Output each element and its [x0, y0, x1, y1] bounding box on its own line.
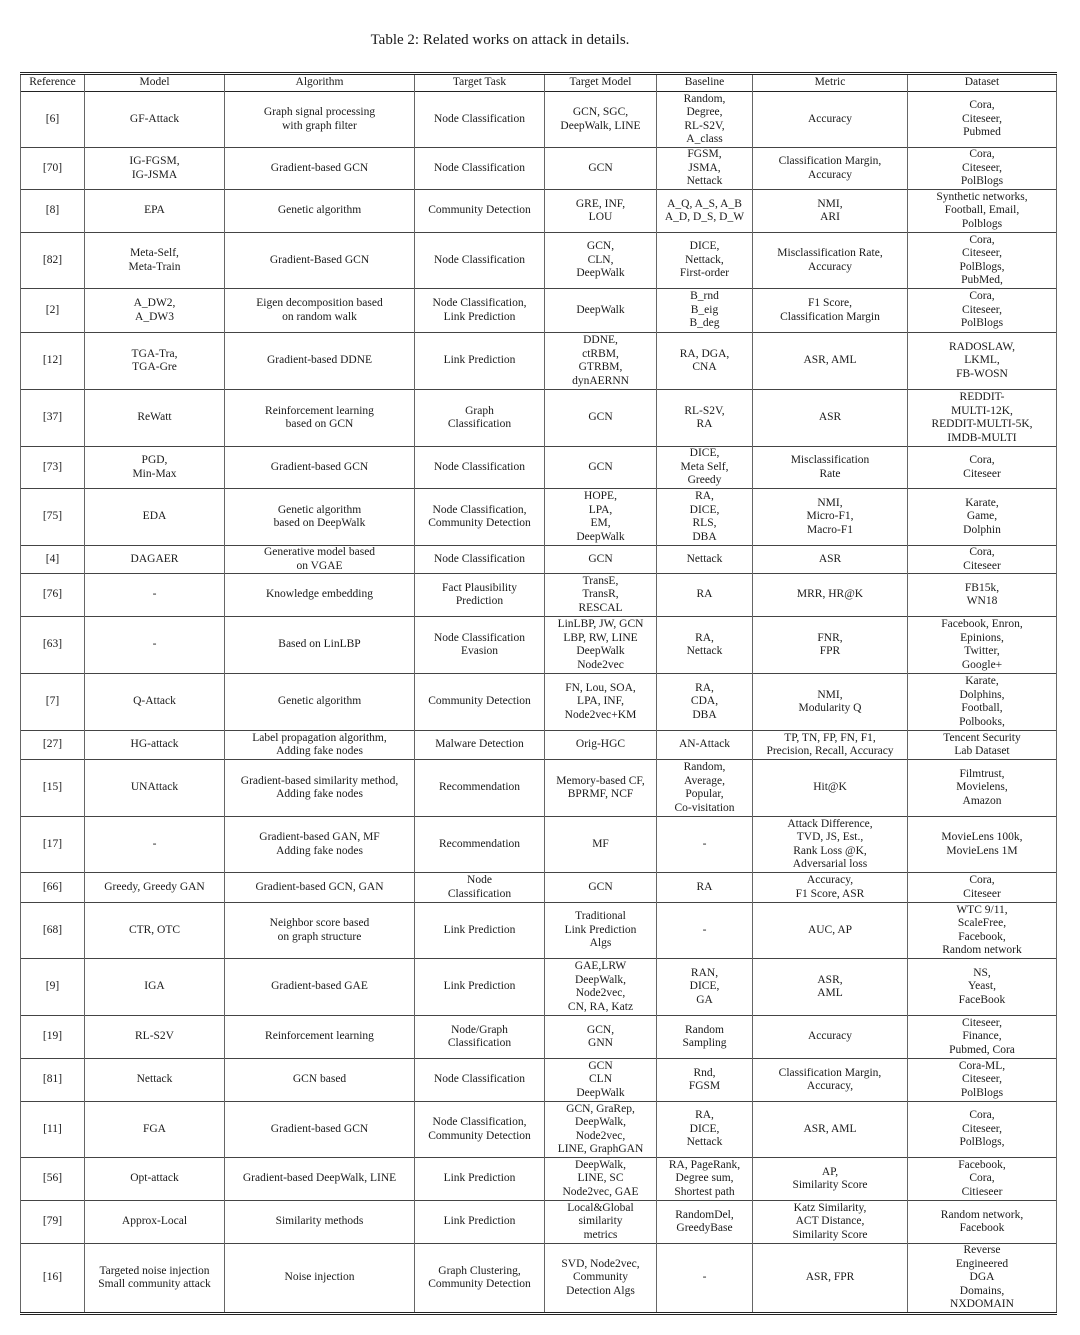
table-row — [21, 390, 1057, 447]
table-row — [21, 1244, 1057, 1314]
cell-target-model: GCN — [545, 447, 657, 489]
cell-target-task: Node/Graph Classification — [415, 1016, 545, 1059]
cell-target-model: SVD, Node2vec, Community Detection Algs — [545, 1244, 657, 1314]
cell-reference: [75] — [21, 489, 85, 546]
cell-algorithm: Noise injection — [225, 1244, 415, 1314]
table-row — [21, 731, 1057, 760]
cell-metric: Accuracy, F1 Score, ASR — [753, 873, 908, 903]
cell-dataset: Facebook, Cora, Citieseer — [908, 1158, 1057, 1201]
cell-metric: NMI, Micro-F1, Macro-F1 — [753, 489, 908, 546]
cell-baseline: - — [657, 817, 753, 873]
cell-algorithm: Gradient-based GCN — [225, 148, 415, 190]
cell-model: IG-FGSM, IG-JSMA — [85, 148, 225, 190]
cell-metric: AUC, AP — [753, 903, 908, 959]
cell-baseline: - — [657, 1244, 753, 1314]
cell-reference: [2] — [21, 289, 85, 333]
cell-target-task: Malware Detection — [415, 731, 545, 760]
cell-target-model: GCN — [545, 873, 657, 903]
cell-dataset: Tencent Security Lab Dataset — [908, 731, 1057, 760]
cell-model: RL-S2V — [85, 1016, 225, 1059]
cell-model: UNAttack — [85, 760, 225, 817]
table-row — [21, 1016, 1057, 1059]
cell-metric: Katz Similarity, ACT Distance, Similarity Score — [753, 1201, 908, 1244]
cell-model: Meta-Self, Meta-Train — [85, 233, 225, 289]
cell-metric: Classification Margin, Accuracy, — [753, 1059, 908, 1102]
cell-model: - — [85, 617, 225, 674]
cell-target-task: Link Prediction — [415, 1158, 545, 1201]
cell-metric: ASR, AML — [753, 1102, 908, 1158]
cell-model: CTR, OTC — [85, 903, 225, 959]
table-row — [21, 289, 1057, 333]
cell-metric: Misclassification Rate — [753, 447, 908, 489]
table-row — [21, 233, 1057, 289]
table-row — [21, 1059, 1057, 1102]
cell-reference: [70] — [21, 148, 85, 190]
table-row — [21, 148, 1057, 190]
cell-algorithm: Genetic algorithm — [225, 190, 415, 233]
cell-dataset: Cora, Citeseer, PolBlogs — [908, 289, 1057, 333]
cell-metric: MRR, HR@K — [753, 574, 908, 617]
table-row — [21, 546, 1057, 574]
header-metric: Metric — [753, 74, 908, 92]
cell-target-model: DDNE, ctRBM, GTRBM, dynAERNN — [545, 333, 657, 390]
cell-algorithm: Knowledge embedding — [225, 574, 415, 617]
cell-dataset: Cora, Citeseer — [908, 447, 1057, 489]
cell-baseline: Random, Degree, RL-S2V, A_class — [657, 92, 753, 148]
cell-dataset: RADOSLAW, LKML, FB-WOSN — [908, 333, 1057, 390]
header-model: Model — [85, 74, 225, 92]
cell-reference: [76] — [21, 574, 85, 617]
cell-baseline: RandomDel, GreedyBase — [657, 1201, 753, 1244]
cell-metric: ASR, FPR — [753, 1244, 908, 1314]
table-row — [21, 873, 1057, 903]
cell-baseline: RA, CDA, DBA — [657, 674, 753, 731]
table-row — [21, 1158, 1057, 1201]
cell-dataset: NS, Yeast, FaceBook — [908, 959, 1057, 1016]
cell-reference: [79] — [21, 1201, 85, 1244]
cell-baseline: AN-Attack — [657, 731, 753, 760]
cell-target-model: GCN, SGC, DeepWalk, LINE — [545, 92, 657, 148]
cell-target-model: DeepWalk — [545, 289, 657, 333]
cell-target-model: GRE, INF, LOU — [545, 190, 657, 233]
cell-baseline: RA, PageRank, Degree sum, Shortest path — [657, 1158, 753, 1201]
cell-model: - — [85, 574, 225, 617]
cell-target-model: MF — [545, 817, 657, 873]
table-row — [21, 817, 1057, 873]
cell-algorithm: Gradient-based DDNE — [225, 333, 415, 390]
cell-target-task: Community Detection — [415, 190, 545, 233]
cell-target-task: Link Prediction — [415, 333, 545, 390]
cell-algorithm: Gradient-based GAN, MF Adding fake nodes — [225, 817, 415, 873]
cell-target-model: GCN CLN DeepWalk — [545, 1059, 657, 1102]
cell-reference: [16] — [21, 1244, 85, 1314]
cell-model: EPA — [85, 190, 225, 233]
cell-model: ReWatt — [85, 390, 225, 447]
cell-reference: [17] — [21, 817, 85, 873]
cell-baseline: FGSM, JSMA, Nettack — [657, 148, 753, 190]
cell-algorithm: Reinforcement learning based on GCN — [225, 390, 415, 447]
cell-algorithm: Gradient-based GCN — [225, 1102, 415, 1158]
cell-target-task: Node Classification — [415, 546, 545, 574]
cell-reference: [11] — [21, 1102, 85, 1158]
cell-baseline: B_rnd B_eig B_deg — [657, 289, 753, 333]
table-row — [21, 489, 1057, 546]
header-algorithm: Algorithm — [225, 74, 415, 92]
cell-model: Targeted noise injection Small community attack — [85, 1244, 225, 1314]
cell-algorithm: Similarity methods — [225, 1201, 415, 1244]
cell-reference: [37] — [21, 390, 85, 447]
table-row — [21, 674, 1057, 731]
cell-dataset: WTC 9/11, ScaleFree, Facebook, Random network — [908, 903, 1057, 959]
header-target-model: Target Model — [545, 74, 657, 92]
cell-metric: Attack Difference, TVD, JS, Est., Rank Loss @K, Adversarial loss — [753, 817, 908, 873]
cell-baseline: RA, DICE, Nettack — [657, 1102, 753, 1158]
table-row — [21, 1102, 1057, 1158]
cell-baseline: Nettack — [657, 546, 753, 574]
cell-reference: [63] — [21, 617, 85, 674]
table-row — [21, 959, 1057, 1016]
cell-baseline: Random, Average, Popular, Co-visitation — [657, 760, 753, 817]
cell-dataset: Synthetic networks, Football, Email, Polblogs — [908, 190, 1057, 233]
cell-baseline: Rnd, FGSM — [657, 1059, 753, 1102]
cell-target-model: HOPE, LPA, EM, DeepWalk — [545, 489, 657, 546]
cell-reference: [4] — [21, 546, 85, 574]
cell-metric: Hit@K — [753, 760, 908, 817]
cell-algorithm: GCN based — [225, 1059, 415, 1102]
cell-target-model: GCN — [545, 390, 657, 447]
cell-metric: TP, TN, FP, FN, F1, Precision, Recall, Accuracy — [753, 731, 908, 760]
cell-algorithm: Graph signal processing with graph filter — [225, 92, 415, 148]
cell-target-task: Node Classification — [415, 92, 545, 148]
cell-metric: Accuracy — [753, 92, 908, 148]
cell-reference: [81] — [21, 1059, 85, 1102]
cell-dataset: Karate, Dolphins, Football, Polbooks, — [908, 674, 1057, 731]
cell-dataset: Cora, Citeseer — [908, 873, 1057, 903]
cell-target-task: Node Classification — [415, 1059, 545, 1102]
cell-dataset: Karate, Game, Dolphin — [908, 489, 1057, 546]
cell-baseline: A_Q, A_S, A_B A_D, D_S, D_W — [657, 190, 753, 233]
cell-model: Opt-attack — [85, 1158, 225, 1201]
cell-target-model: GCN — [545, 148, 657, 190]
cell-model: GF-Attack — [85, 92, 225, 148]
cell-model: Approx-Local — [85, 1201, 225, 1244]
cell-dataset: Reverse Engineered DGA Domains, NXDOMAIN — [908, 1244, 1057, 1314]
cell-metric: Misclassification Rate, Accuracy — [753, 233, 908, 289]
cell-target-model: FN, Lou, SOA, LPA, INF, Node2vec+KM — [545, 674, 657, 731]
cell-algorithm: Label propagation algorithm, Adding fake nodes — [225, 731, 415, 760]
cell-reference: [12] — [21, 333, 85, 390]
cell-reference: [9] — [21, 959, 85, 1016]
cell-algorithm: Gradient-Based GCN — [225, 233, 415, 289]
table-row — [21, 190, 1057, 233]
table-row — [21, 760, 1057, 817]
cell-target-model: GCN, CLN, DeepWalk — [545, 233, 657, 289]
cell-model: Q-Attack — [85, 674, 225, 731]
cell-model: A_DW2, A_DW3 — [85, 289, 225, 333]
cell-reference: [8] — [21, 190, 85, 233]
cell-reference: [27] — [21, 731, 85, 760]
cell-target-task: Link Prediction — [415, 1201, 545, 1244]
cell-target-task: Node Classification, Community Detection — [415, 489, 545, 546]
cell-baseline: RA — [657, 574, 753, 617]
table-row — [21, 447, 1057, 489]
cell-target-model: GCN — [545, 546, 657, 574]
cell-dataset: FB15k, WN18 — [908, 574, 1057, 617]
cell-algorithm: Gradient-based GCN — [225, 447, 415, 489]
cell-target-model: Memory-based CF, BPRMF, NCF — [545, 760, 657, 817]
cell-model: PGD, Min-Max — [85, 447, 225, 489]
cell-metric: ASR, AML — [753, 959, 908, 1016]
related-works-table — [20, 72, 1057, 1315]
cell-target-task: Recommendation — [415, 760, 545, 817]
cell-baseline: RAN, DICE, GA — [657, 959, 753, 1016]
cell-metric: ASR — [753, 390, 908, 447]
cell-algorithm: Gradient-based DeepWalk, LINE — [225, 1158, 415, 1201]
cell-baseline: Random Sampling — [657, 1016, 753, 1059]
cell-model: DAGAER — [85, 546, 225, 574]
cell-model: - — [85, 817, 225, 873]
table-caption: Table 2: Related works on attack in details. — [370, 32, 630, 48]
cell-target-task: Node Classification Evasion — [415, 617, 545, 674]
cell-target-model: GCN, GNN — [545, 1016, 657, 1059]
cell-target-model: DeepWalk, LINE, SC Node2vec, GAE — [545, 1158, 657, 1201]
cell-metric: ASR — [753, 546, 908, 574]
cell-target-model: GCN, GraRep, DeepWalk, Node2vec, LINE, GraphGAN — [545, 1102, 657, 1158]
cell-reference: [73] — [21, 447, 85, 489]
cell-dataset: Cora, Citeseer, PolBlogs, — [908, 1102, 1057, 1158]
table-row — [21, 574, 1057, 617]
cell-algorithm: Based on LinLBP — [225, 617, 415, 674]
cell-metric: Classification Margin, Accuracy — [753, 148, 908, 190]
cell-target-model: GAE,LRW DeepWalk, Node2vec, CN, RA, Katz — [545, 959, 657, 1016]
cell-metric: AP, Similarity Score — [753, 1158, 908, 1201]
cell-algorithm: Generative model based on VGAE — [225, 546, 415, 574]
cell-baseline: DICE, Meta Self, Greedy — [657, 447, 753, 489]
cell-reference: [7] — [21, 674, 85, 731]
cell-dataset: Cora, Citeseer, PolBlogs, PubMed, — [908, 233, 1057, 289]
cell-dataset: Cora-ML, Citeseer, PolBlogs — [908, 1059, 1057, 1102]
cell-algorithm: Eigen decomposition based on random walk — [225, 289, 415, 333]
cell-target-task: Recommendation — [415, 817, 545, 873]
table-row — [21, 92, 1057, 148]
cell-target-task: Link Prediction — [415, 959, 545, 1016]
cell-model: TGA-Tra, TGA-Gre — [85, 333, 225, 390]
cell-target-model: Local&Global similarity metrics — [545, 1201, 657, 1244]
cell-metric: FNR, FPR — [753, 617, 908, 674]
cell-baseline: RL-S2V, RA — [657, 390, 753, 447]
cell-baseline: - — [657, 903, 753, 959]
cell-reference: [19] — [21, 1016, 85, 1059]
table-header-row — [21, 74, 1057, 92]
cell-metric: NMI, Modularity Q — [753, 674, 908, 731]
cell-model: Nettack — [85, 1059, 225, 1102]
header-baseline: Baseline — [657, 74, 753, 92]
table-body — [21, 92, 1057, 1314]
cell-target-task: Node Classification, Community Detection — [415, 1102, 545, 1158]
cell-algorithm: Gradient-based GAE — [225, 959, 415, 1016]
cell-reference: [6] — [21, 92, 85, 148]
cell-metric: Accuracy — [753, 1016, 908, 1059]
cell-target-task: Node Classification — [415, 447, 545, 489]
cell-dataset: MovieLens 100k, MovieLens 1M — [908, 817, 1057, 873]
cell-model: HG-attack — [85, 731, 225, 760]
header-target-task: Target Task — [415, 74, 545, 92]
cell-reference: [68] — [21, 903, 85, 959]
cell-dataset: Facebook, Enron, Epinions, Twitter, Google+ — [908, 617, 1057, 674]
cell-target-task: Node Classification — [415, 148, 545, 190]
cell-dataset: Cora, Citeseer, PolBlogs — [908, 148, 1057, 190]
cell-baseline: RA — [657, 873, 753, 903]
cell-dataset: Filmtrust, Movielens, Amazon — [908, 760, 1057, 817]
cell-reference: [66] — [21, 873, 85, 903]
cell-model: EDA — [85, 489, 225, 546]
cell-baseline: RA, Nettack — [657, 617, 753, 674]
cell-model: FGA — [85, 1102, 225, 1158]
cell-metric: ASR, AML — [753, 333, 908, 390]
table-row — [21, 903, 1057, 959]
cell-algorithm: Genetic algorithm — [225, 674, 415, 731]
cell-algorithm: Reinforcement learning — [225, 1016, 415, 1059]
cell-target-model: Orig-HGC — [545, 731, 657, 760]
cell-model: Greedy, Greedy GAN — [85, 873, 225, 903]
cell-metric: F1 Score, Classification Margin — [753, 289, 908, 333]
cell-target-task: Node Classification — [415, 233, 545, 289]
cell-model: IGA — [85, 959, 225, 1016]
cell-dataset: Cora, Citeseer, Pubmed — [908, 92, 1057, 148]
cell-dataset: Citeseer, Finance, Pubmed, Cora — [908, 1016, 1057, 1059]
table-row — [21, 333, 1057, 390]
cell-algorithm: Gradient-based similarity method, Adding fake nodes — [225, 760, 415, 817]
cell-reference: [15] — [21, 760, 85, 817]
cell-metric: NMI, ARI — [753, 190, 908, 233]
table-row — [21, 617, 1057, 674]
cell-dataset: REDDIT- MULTI-12K, REDDIT-MULTI-5K, IMDB-MULTI — [908, 390, 1057, 447]
cell-algorithm: Gradient-based GCN, GAN — [225, 873, 415, 903]
cell-baseline: RA, DGA, CNA — [657, 333, 753, 390]
cell-target-model: Traditional Link Prediction Algs — [545, 903, 657, 959]
cell-baseline: RA, DICE, RLS, DBA — [657, 489, 753, 546]
cell-algorithm: Genetic algorithm based on DeepWalk — [225, 489, 415, 546]
cell-target-model: LinLBP, JW, GCN LBP, RW, LINE DeepWalk Node2vec — [545, 617, 657, 674]
cell-target-task: Node Classification, Link Prediction — [415, 289, 545, 333]
cell-baseline: DICE, Nettack, First-order — [657, 233, 753, 289]
header-dataset: Dataset — [908, 74, 1057, 92]
table-row — [21, 1201, 1057, 1244]
cell-reference: [56] — [21, 1158, 85, 1201]
cell-target-task: Community Detection — [415, 674, 545, 731]
cell-reference: [82] — [21, 233, 85, 289]
header-reference: Reference — [21, 74, 85, 92]
cell-dataset: Random network, Facebook — [908, 1201, 1057, 1244]
cell-algorithm: Neighbor score based on graph structure — [225, 903, 415, 959]
cell-target-task: Graph Classification — [415, 390, 545, 447]
cell-target-task: Fact Plausibility Prediction — [415, 574, 545, 617]
cell-target-task: Node Classification — [415, 873, 545, 903]
cell-target-task: Graph Clustering, Community Detection — [415, 1244, 545, 1314]
cell-target-task: Link Prediction — [415, 903, 545, 959]
cell-dataset: Cora, Citeseer — [908, 546, 1057, 574]
cell-target-model: TransE, TransR, RESCAL — [545, 574, 657, 617]
